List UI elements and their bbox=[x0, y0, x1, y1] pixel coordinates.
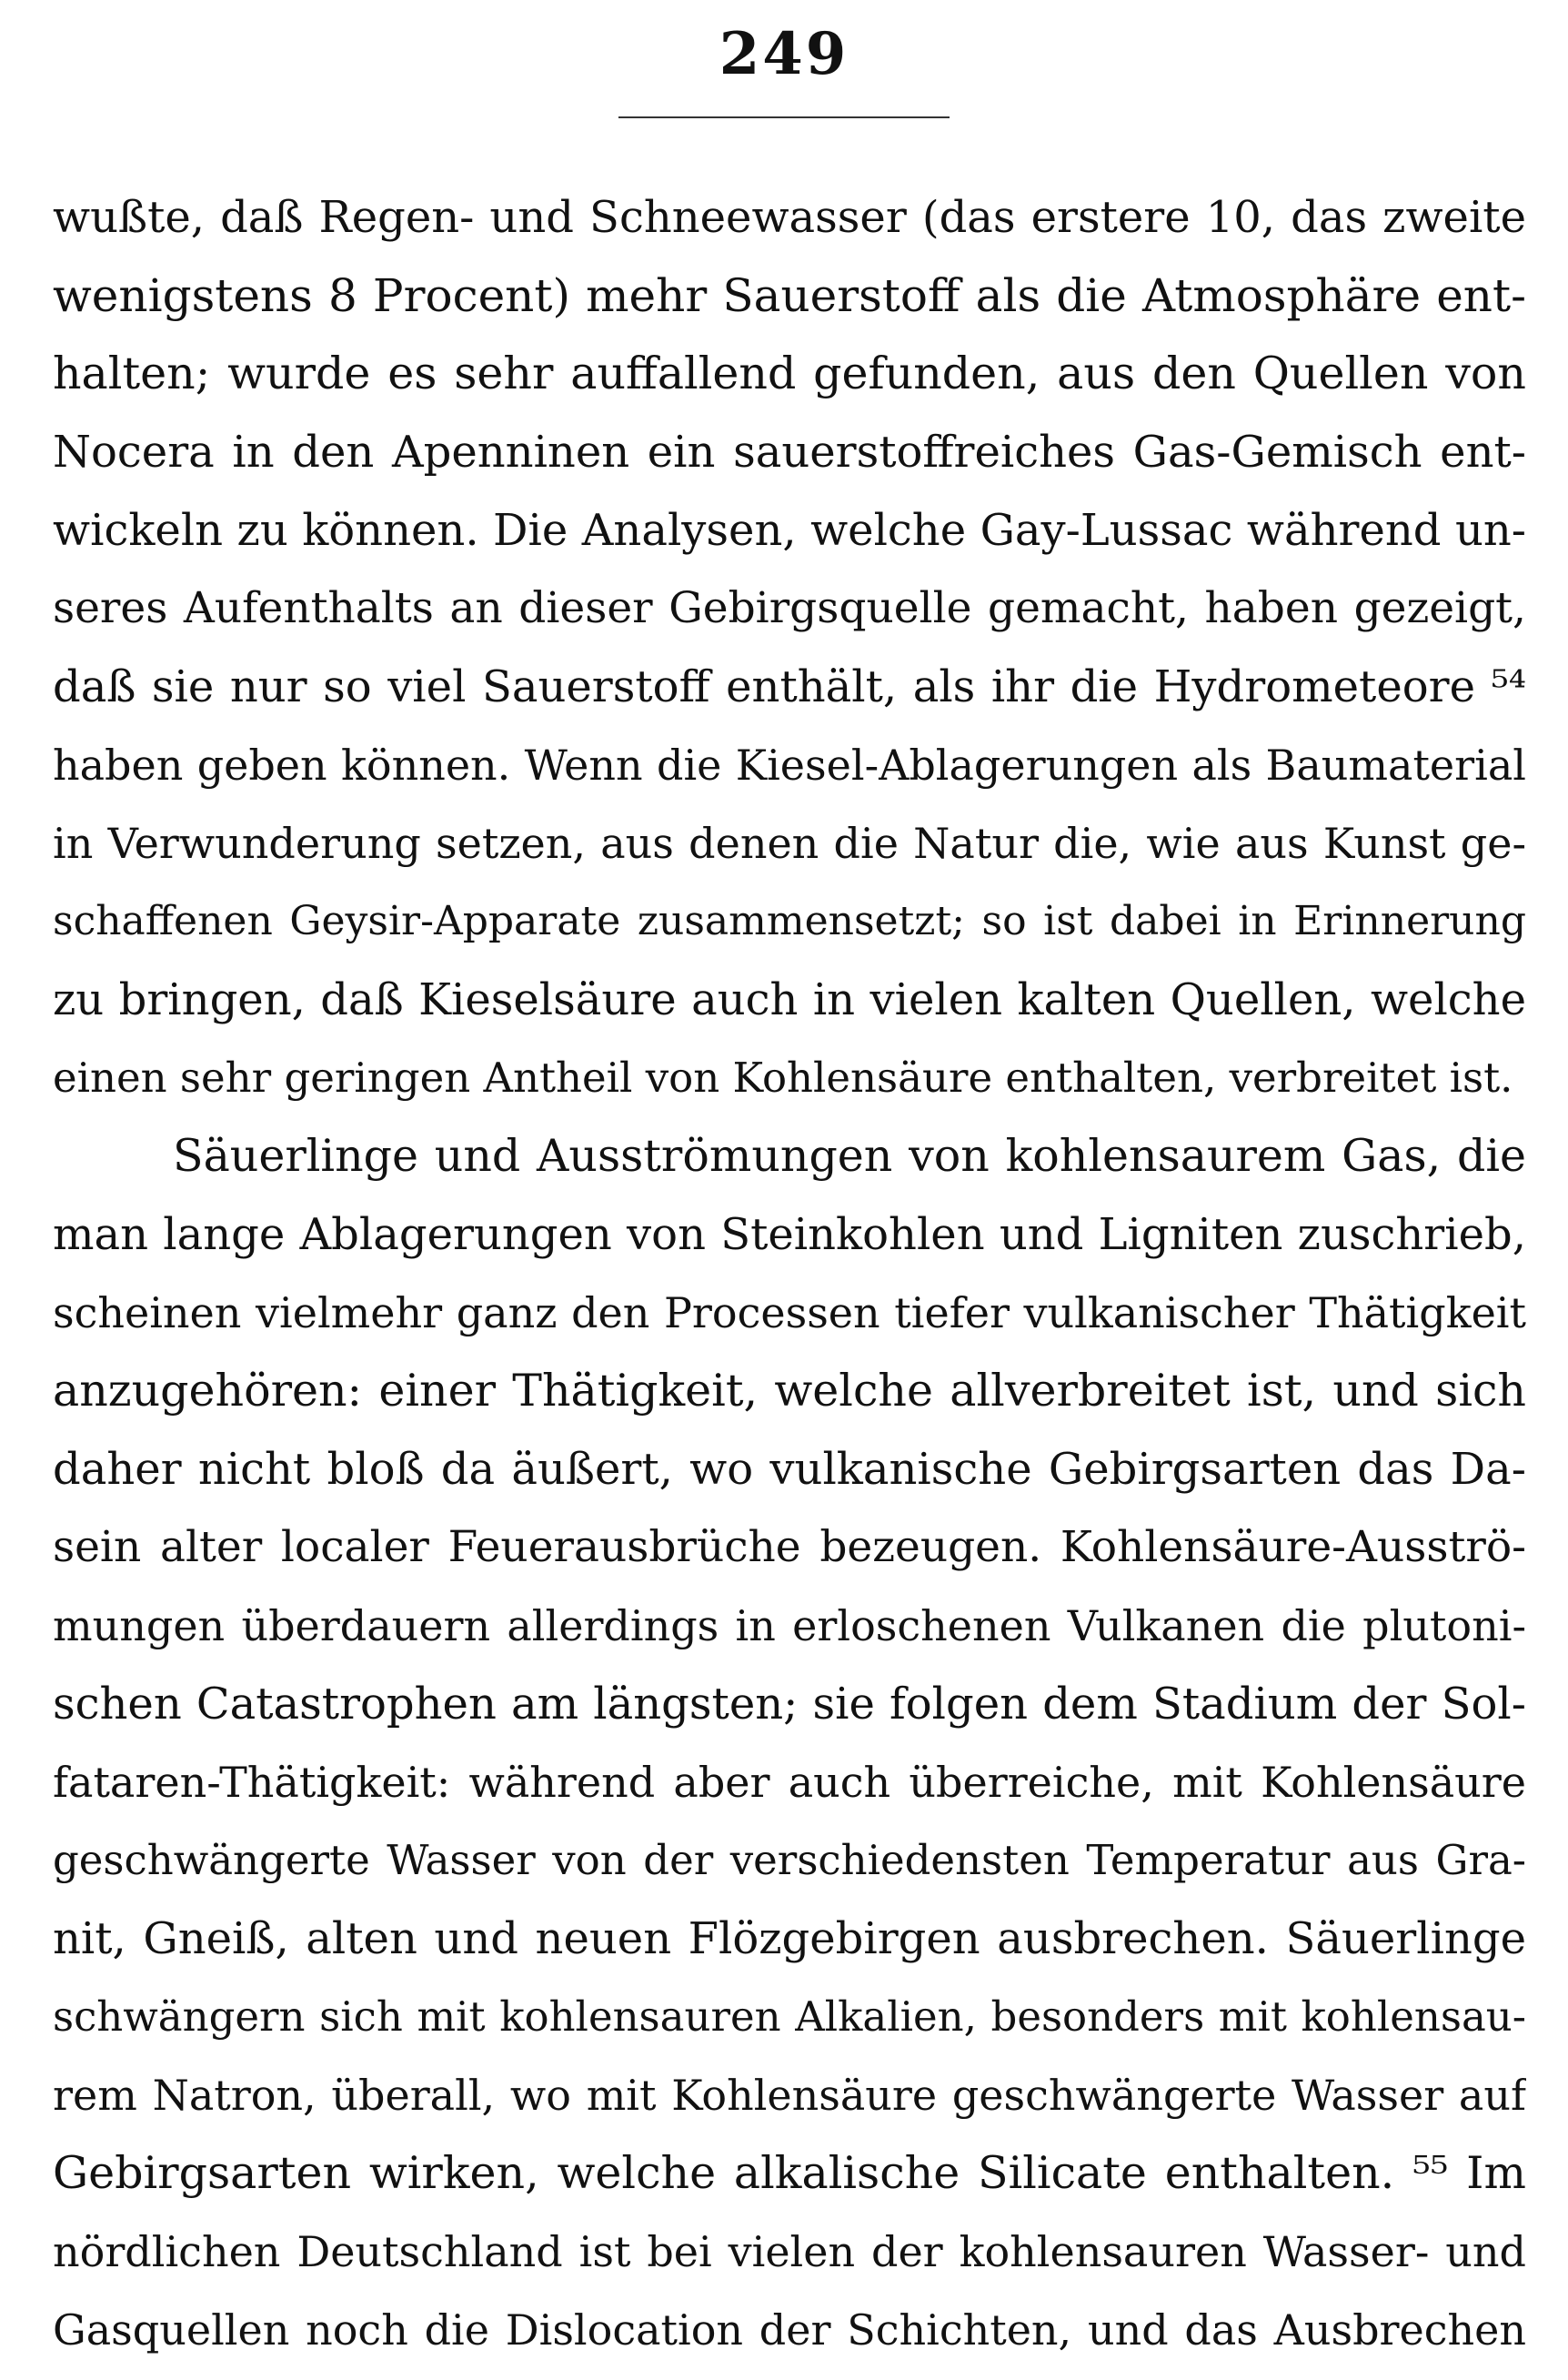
paragraph-end-line: einen sehr geringen Antheil von Kohlensäure enthalten, verbreitet ist. bbox=[53, 1054, 1513, 1102]
text-line: halten; wurde es sehr auffallend gefunden, aus den Quellen von bbox=[53, 348, 1526, 399]
text-line: schaffenen Geysir-Apparate zusammensetzt; so ist dabei in Erinnerung bbox=[53, 898, 1526, 944]
text-line: Nocera in den Apenninen ein sauerstoffreiches Gas-Gemisch ent- bbox=[53, 427, 1526, 478]
text-line: nit, Gneiß, alten und neuen Flözgebirgen ausbrechen. Säuerlinge bbox=[53, 1913, 1526, 1964]
text-line: Gasquellen noch die Dislocation der Schichten, und das Ausbrechen bbox=[53, 2305, 1526, 2355]
text-line: daß sie nur so viel Sauerstoff enthält, als ihr die Hydrometeore ⁵⁴ bbox=[53, 661, 1526, 712]
text-line: rem Natron, überall, wo mit Kohlensäure geschwängerte Wasser auf bbox=[53, 2071, 1526, 2120]
header-rule bbox=[618, 116, 950, 118]
text-line: daher nicht bloß da äußert, wo vulkanische Gebirgsarten das Da- bbox=[53, 1444, 1526, 1495]
text-line: scheinen vielmehr ganz den Processen tiefer vulkanischer Thätigkeit bbox=[53, 1288, 1526, 1337]
text-line: wenigstens 8 Procent) mehr Sauerstoff als die Atmosphäre ent- bbox=[53, 269, 1526, 322]
text-line: zu bringen, daß Kieselsäure auch in vielen kalten Quellen, welche bbox=[53, 974, 1526, 1025]
text-line: fataren-Thätigkeit: während aber auch überreiche, mit Kohlensäure bbox=[53, 1758, 1526, 1807]
text-line: wickeln zu können. Die Analysen, welche Gay-Lussac während un- bbox=[53, 505, 1526, 556]
text-line: in Verwunderung setzen, aus denen die Natur die, wie aus Kunst ge- bbox=[53, 819, 1526, 868]
body-text bbox=[53, 178, 1526, 2369]
text-line: wußte, daß Regen- und Schneewasser (das erstere 10, das zweite bbox=[53, 192, 1526, 243]
text-line: Gebirgsarten wirken, welche alkalische Silicate enthalten. ⁵⁵ Im bbox=[53, 2147, 1526, 2199]
text-line: nördlichen Deutschland ist bei vielen der kohlensauren Wasser- und bbox=[53, 2227, 1526, 2276]
text-line: schwängern sich mit kohlensauren Alkalien, besonders mit kohlensau- bbox=[53, 1992, 1526, 2041]
text-line: anzugehören: einer Thätigkeit, welche allverbreitet ist, und sich bbox=[53, 1365, 1526, 1417]
text-line: seres Aufenthalts an dieser Gebirgsquelle gemacht, haben gezeigt, bbox=[53, 583, 1526, 633]
text-line: geschwängerte Wasser von der verschiedensten Temperatur aus Gra- bbox=[53, 1836, 1526, 1884]
text-line: sein alter localer Feuerausbrüche bezeugen. Kohlensäure-Ausströ- bbox=[53, 1522, 1526, 1572]
page-number: 249 bbox=[719, 20, 849, 88]
text-line: man lange Ablagerungen von Steinkohlen und Ligniten zuschrieb, bbox=[53, 1209, 1526, 1260]
text-line: mungen überdauern allerdings in erloschenen Vulkanen die plutoni- bbox=[53, 1601, 1526, 1650]
text-line: haben geben können. Wenn die Kiesel-Ablagerungen als Baumaterial bbox=[53, 741, 1526, 790]
paragraph-start-line: Säuerlinge und Ausströmungen von kohlensaurem Gas, die bbox=[173, 1130, 1526, 1182]
text-line: schen Catastrophen am längsten; sie folgen dem Stadium der Sol- bbox=[53, 1679, 1526, 1730]
